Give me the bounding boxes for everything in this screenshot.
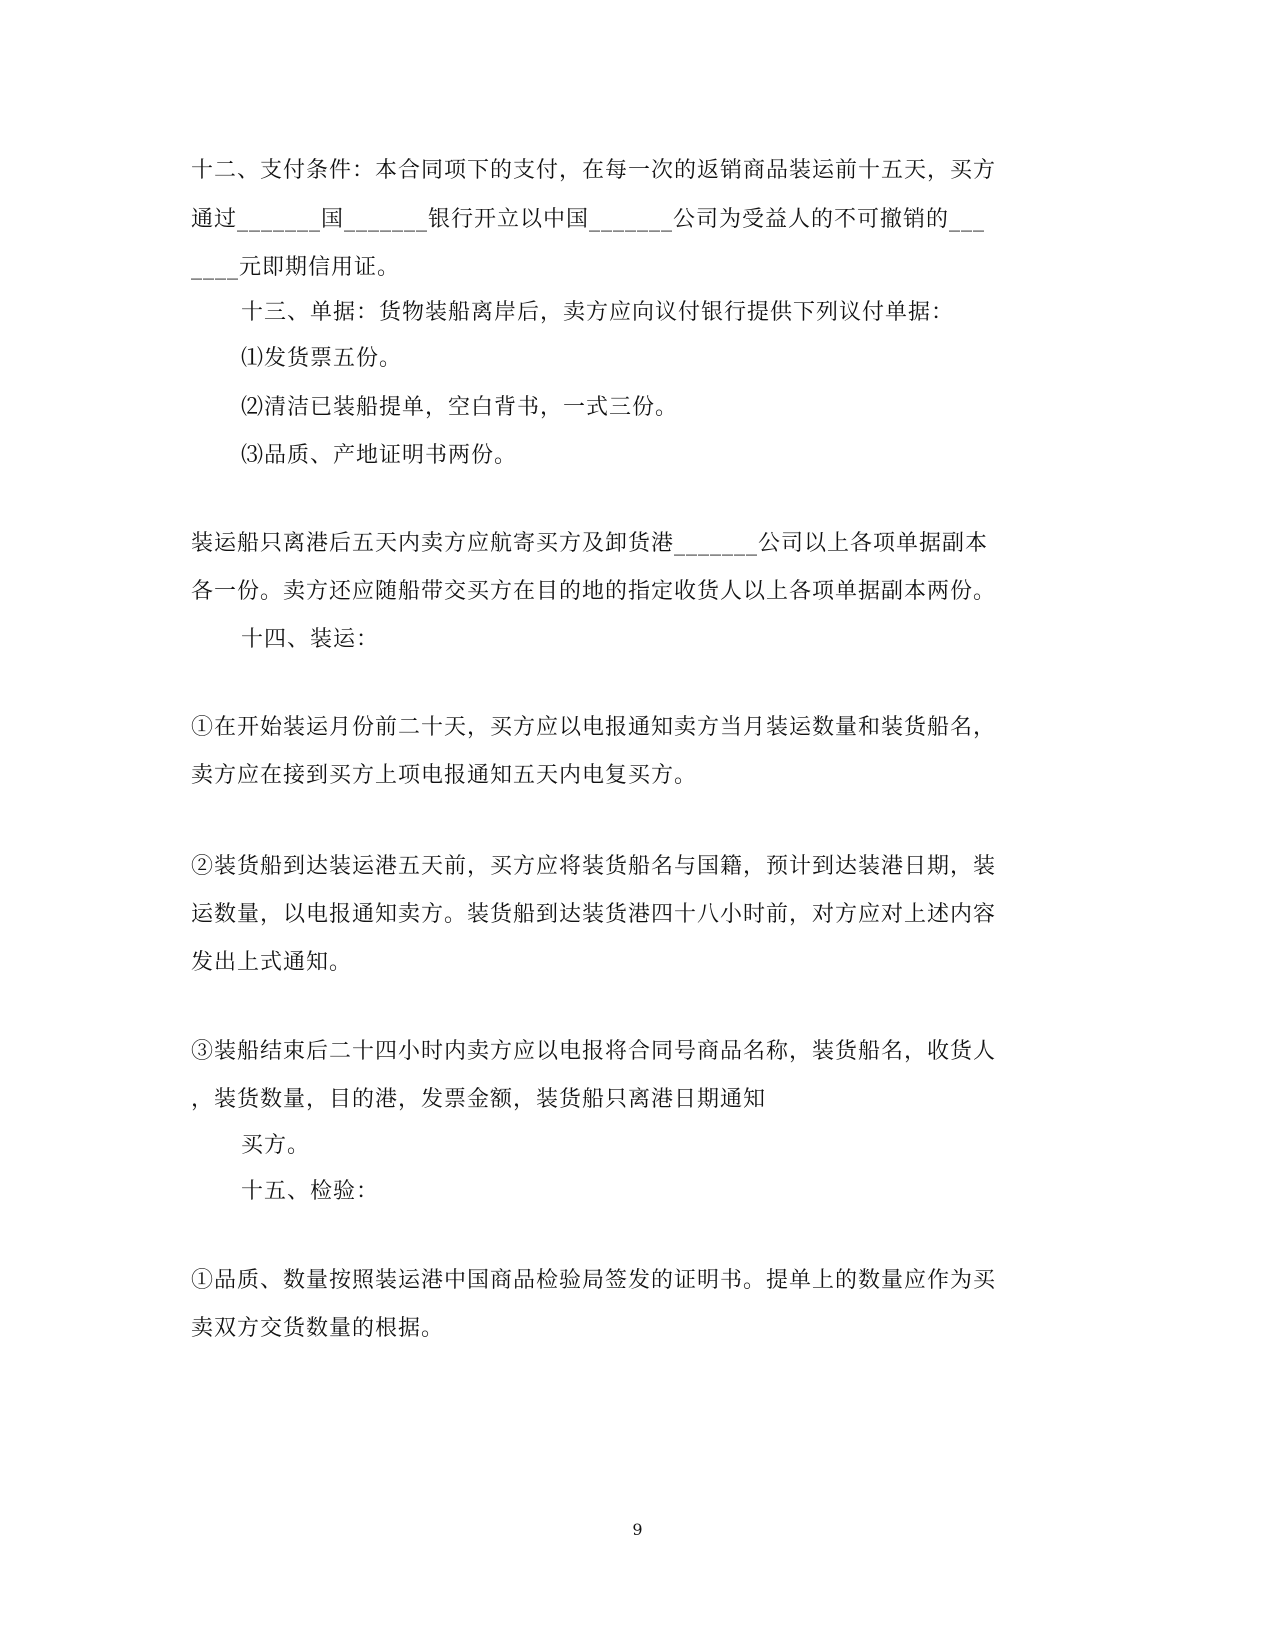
shipment-item-3-line-1: ③装船结束后二十四小时内卖方应以电报将合同号商品名称，装货船名，收货人 [191, 1039, 997, 1064]
shipment-item-1-line-2: 卖方应在接到买方上项电报通知五天内电复买方。 [191, 763, 698, 788]
shipping-docs-line-1: 装运船只离港后五天内卖方应航寄买方及卸货港_______公司以上各项单据副本 [191, 531, 989, 556]
document-item-2: ⑵清洁已装船提单，空白背书，一式三份。 [241, 395, 679, 420]
clause-12-line-2: 通过_______国_______银行开立以中国_______公司为受益人的不可撤销的___ [191, 207, 986, 232]
shipment-item-2-line-1: ②装货船到达装运港五天前，买方应将装货船名与国籍，预计到达装港日期，装 [191, 854, 997, 879]
shipment-item-2-line-2: 运数量，以电报通知卖方。装货船到达装货港四十八小时前，对方应对上述内容 [191, 902, 997, 927]
page-number: 9 [632, 1520, 643, 1539]
shipment-item-2-line-3: 发出上式通知。 [191, 950, 353, 975]
clause-13-heading: 十三、单据：货物装船离岸后，卖方应向议付银行提供下列议付单据： [241, 300, 955, 325]
clause-14-heading: 十四、装运： [241, 627, 380, 652]
inspection-item-1-line-2: 卖双方交货数量的根据。 [191, 1316, 445, 1341]
document-item-3: ⑶品质、产地证明书两份。 [241, 443, 518, 468]
clause-15-heading: 十五、检验： [241, 1179, 380, 1204]
clause-12-line-1: 十二、支付条件：本合同项下的支付，在每一次的返销商品装运前十五天，买方 [191, 158, 997, 183]
document-item-1: ⑴发货票五份。 [241, 346, 403, 371]
shipping-docs-line-2: 各一份。卖方还应随船带交买方在目的地的指定收货人以上各项单据副本两份。 [191, 579, 997, 604]
clause-12-line-3: ____元即期信用证。 [191, 255, 401, 280]
shipment-item-3-line-3: 买方。 [241, 1133, 311, 1158]
shipment-item-3-line-2: ，装货数量，目的港，发票金额，装货船只离港日期通知 [191, 1087, 767, 1112]
shipment-item-1-line-1: ①在开始装运月份前二十天，买方应以电报通知卖方当月装运数量和装货船名， [191, 715, 997, 740]
inspection-item-1-line-1: ①品质、数量按照装运港中国商品检验局签发的证明书。提单上的数量应作为买 [191, 1268, 997, 1293]
